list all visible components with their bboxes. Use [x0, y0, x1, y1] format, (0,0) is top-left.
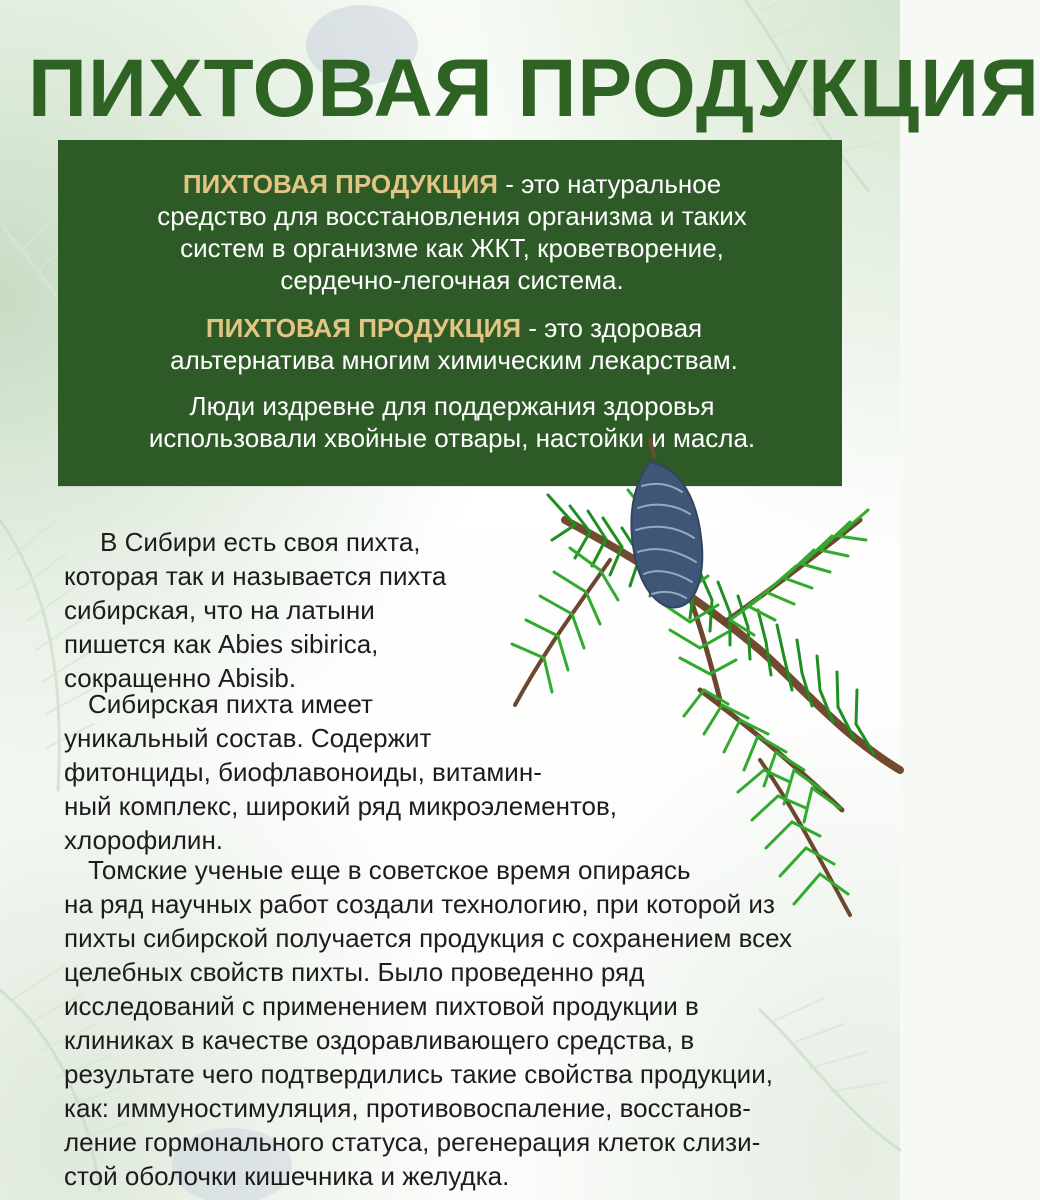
body-p3-line-9: ление гормонального статуса, регенерация клеток слизи-: [64, 1127, 761, 1157]
intro-paragraph-1-line-4: сердечно-легочная система.: [280, 265, 624, 295]
body-paragraph-3: [64, 853, 824, 1193]
intro-paragraph-1-line-3: систем в организме как ЖКТ, кроветворение,: [180, 233, 724, 263]
body-paragraph-2: [64, 687, 618, 857]
body-p1-line-1: В Сибири есть своя пихта,: [100, 527, 421, 557]
body-p1-line-3: сибирская, что на латыни: [64, 595, 375, 625]
body-p3-line-5: исследований с применением пихтовой продукции в: [64, 991, 699, 1021]
body-p1-line-2: которая так и называется пихта: [64, 561, 447, 591]
body-p3-line-4: целебных свойств пихты. Было проведенно ряд: [64, 957, 645, 987]
body-p2-line-1: Сибирская пихта имеет: [88, 689, 373, 719]
body-p3-line-3: пихты сибирской получается продукция с сохранением всех: [64, 923, 793, 953]
body-p1-line-4: пишется как Abies sibirica,: [64, 629, 379, 659]
body-p3-line-7: результате чего подтвердились такие свойства продукции,: [64, 1059, 773, 1089]
body-p3-line-8: как: иммуностимуляция, противовоспаление, восстанов-: [64, 1093, 751, 1123]
page-title: ПИХТОВАЯ ПРОДУКЦИЯ: [28, 43, 1040, 134]
body-p3-line-6: клиниках в качестве оздоравливающего средства, в: [64, 1025, 695, 1055]
body-p2-line-5: хлорофилин.: [64, 825, 224, 855]
intro-paragraph-2: [96, 312, 812, 376]
body-p2-line-3: фитонциды, биофлавоноиды, витамин-: [64, 757, 542, 787]
intro-paragraph-1: [94, 168, 810, 296]
intro-paragraph-3-line-2: использовали хвойные отвары, настойки и масла.: [148, 423, 756, 453]
intro-paragraph-1-line-2: средство для восстановления организма и таких: [157, 201, 747, 231]
body-p2-line-4: ный комплекс, широкий ряд микроэлементов,: [64, 791, 618, 821]
intro-paragraph-3: [112, 390, 792, 454]
body-p1-line-5: сокращенно Abisib.: [64, 663, 297, 693]
body-paragraph-1: [64, 525, 494, 695]
intro-paragraph-3-line-1: Люди издревне для поддержания здоровья: [189, 391, 715, 421]
intro-paragraph-1-rest-line-1: - это натуральное: [498, 169, 722, 199]
body-p3-line-10: стой оболочки кишечника и желудка.: [64, 1161, 510, 1191]
intro-paragraph-2-rest-line-1: - это здоровая: [521, 313, 703, 343]
body-p3-line-2: на ряд научных работ создали технологию, при которой из: [64, 889, 775, 919]
intro-paragraph-2-line-2: альтернатива многим химическим лекарствам.: [170, 345, 738, 375]
body-p2-line-2: уникальный состав. Содержит: [64, 723, 432, 753]
intro-paragraph-1-highlight: ПИХТОВАЯ ПРОДУКЦИЯ: [182, 169, 498, 199]
body-p3-line-1: Томские ученые еще в советское время опираясь: [88, 855, 691, 885]
intro-paragraph-2-highlight: ПИХТОВАЯ ПРОДУКЦИЯ: [205, 313, 522, 343]
